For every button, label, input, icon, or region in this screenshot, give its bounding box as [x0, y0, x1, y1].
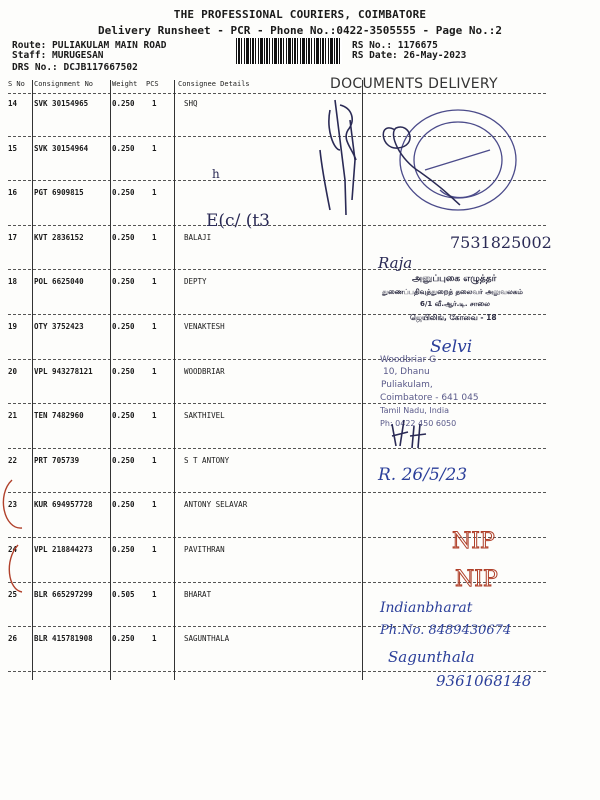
row25-signature: Indianbharat: [380, 600, 473, 616]
stamp-row20-line1: Woodbriar G: [380, 355, 437, 365]
column-weight: Weight: [112, 80, 138, 88]
drs-number: DRS No.: DCJB117667502: [12, 62, 138, 73]
row-sno: 18: [8, 277, 18, 287]
row-sno: 21: [8, 411, 18, 421]
row-rule: [8, 448, 546, 449]
row22-signature: R. 26/5/23: [378, 465, 468, 485]
row-pcs: 1: [152, 545, 157, 554]
row-consignment: OTY 3752423: [34, 322, 84, 331]
table-row: [8, 367, 548, 381]
row17-phone: 7531825002: [450, 233, 552, 252]
row26-signature: Sagunthala: [388, 648, 475, 666]
row-consignee: VENAKTESH: [184, 322, 225, 331]
column-sno: S No: [8, 80, 25, 88]
row-consignment: TEN 7482960: [34, 411, 84, 421]
row-rule: [8, 180, 546, 181]
row24-nip-mark-2: NIP: [455, 567, 498, 592]
red-margin-mark-icon: [3, 480, 22, 592]
row-consignee: SAKTHIVEL: [184, 411, 225, 421]
row-sno: 15: [8, 143, 18, 153]
row-weight: 0.505: [112, 589, 135, 599]
documents-delivery-label: DOCUMENTS DELIVERY: [330, 76, 498, 92]
row-consignment: KVT 2836152: [34, 232, 84, 242]
table-row: [8, 322, 548, 336]
row-consignment: PGT 6909815: [34, 188, 84, 198]
row-consignee: DEPTY: [184, 277, 207, 287]
staff-label: Staff: MURUGESAN: [12, 50, 104, 61]
row-pcs: 1: [152, 322, 157, 331]
row-pcs: 1: [152, 411, 157, 421]
stamp-row20-line5: Tamil Nadu, India: [380, 406, 449, 415]
row-pcs: 1: [152, 143, 157, 153]
page-title: THE PROFESSIONAL COURIERS, COIMBATORE: [173, 8, 427, 21]
row-consignment: KUR 694957728: [34, 500, 93, 510]
row-sno: 17: [8, 232, 18, 242]
row-pcs: 1: [152, 188, 157, 198]
row-pcs: 1: [152, 99, 157, 108]
row-weight: 0.250: [112, 634, 135, 644]
stamp-row18-line3: 6/1 வீ.ஆர்.டி. சாலை: [420, 300, 490, 308]
row-sno: 26: [8, 634, 18, 644]
barcode: [236, 38, 342, 64]
table-row: [8, 144, 548, 158]
stamp-row20-line2: 10, Dhanu: [383, 367, 430, 377]
table-row: [8, 634, 548, 648]
row-pcs: 1: [152, 232, 157, 242]
row-sno: 14: [8, 99, 18, 108]
row-sno: 19: [8, 322, 18, 331]
row-pcs: 1: [152, 589, 157, 599]
row-pcs: 1: [152, 366, 157, 376]
row-sno: 22: [8, 455, 18, 465]
row16-note-small: h: [212, 167, 220, 181]
stamp-row18-line2: துணைப்பதிவுத்துறைத் தலைவர் அலுவலகம்: [382, 288, 523, 296]
row-sno: 20: [8, 366, 18, 376]
row-consignee: S T ANTONY: [184, 455, 230, 465]
row-consignment: POL 6625040: [34, 277, 84, 287]
row-weight: 0.250: [112, 188, 135, 198]
row-weight: 0.250: [112, 277, 135, 287]
row-rule: [8, 269, 546, 270]
row-consignment: BLR 665297299: [34, 589, 93, 599]
rs-number: RS No.: 1176675: [352, 40, 438, 51]
row-pcs: 1: [152, 500, 157, 510]
row26-phone: 9361068148: [436, 672, 532, 690]
rs-date: RS Date: 26-May-2023: [352, 50, 467, 61]
row-pcs: 1: [152, 455, 157, 465]
row-weight: 0.250: [112, 411, 135, 421]
row25-phone: Ph.No. 8489430674: [380, 623, 512, 638]
row-sno: 23: [8, 500, 18, 510]
stamp-row18-line1: அனுப்புகை எழுத்தர்: [412, 274, 497, 284]
row-rule: [8, 582, 546, 583]
row-consignee: SHQ: [184, 99, 198, 108]
row-rule: [8, 136, 546, 137]
stamp-row20-line4: Coimbatore - 641 045: [380, 393, 479, 403]
row-consignee: PAVITHRAN: [184, 545, 225, 554]
row-weight: 0.250: [112, 143, 135, 153]
row-sno: 24: [8, 545, 18, 554]
row-consignee: BHARAT: [184, 589, 212, 599]
row-weight: 0.250: [112, 545, 135, 554]
row18-signature: Raja: [378, 254, 413, 272]
row24-nip-mark: NIP: [452, 529, 495, 554]
table-row: [8, 99, 548, 113]
row-consignee: SAGUNTHALA: [184, 634, 230, 644]
row-rule: [8, 671, 546, 672]
row-consignment: VPL 218844273: [34, 545, 93, 554]
row-rule: [8, 359, 546, 360]
table-row: [8, 277, 548, 291]
row-consignee: WOODBRIAR: [184, 366, 225, 376]
table-row: [8, 500, 548, 514]
row16-note: E(c/ (t3: [206, 211, 270, 231]
table-row: [8, 456, 548, 470]
row-rule: [8, 626, 546, 627]
row-consignment: VPL 943278121: [34, 366, 93, 376]
column-consignment: Consignment No: [34, 80, 94, 88]
column-consignee: Consignee Details: [178, 80, 250, 88]
table-row: [8, 590, 548, 604]
stamp-row20-line3: Puliakulam,: [381, 380, 433, 390]
row-consignee: BALAJI: [184, 232, 212, 242]
page-subtitle: Delivery Runsheet - PCR - Phone No.:0422-3505555 - Page No.:2: [98, 24, 502, 37]
row-consignment: BLR 415781908: [34, 634, 93, 644]
row-weight: 0.250: [112, 99, 135, 108]
row-sno: 25: [8, 589, 18, 599]
row-rule: [8, 537, 546, 538]
table-row: [8, 233, 548, 247]
row-rule: [8, 314, 546, 315]
row-consignment: SVK 30154965: [34, 99, 89, 108]
table-row: [8, 545, 548, 559]
column-pcs: PCS: [146, 80, 159, 88]
row-rule: [8, 492, 546, 493]
row19-signature: Selvi: [430, 337, 473, 357]
row-pcs: 1: [152, 277, 157, 287]
row-weight: 0.250: [112, 500, 135, 510]
row-rule: [8, 225, 546, 226]
table-row: [8, 411, 548, 425]
stamp-row20-line6: Ph: 0422 450 6050: [380, 419, 457, 428]
route-label: Route: PULIAKULAM MAIN ROAD: [12, 40, 167, 51]
row-weight: 0.250: [112, 455, 135, 465]
row-weight: 0.250: [112, 322, 135, 331]
row-rule: [8, 403, 546, 404]
row-weight: 0.250: [112, 366, 135, 376]
row-consignment: SVK 30154964: [34, 143, 89, 153]
stamp-row18-line4: ஜெயிலிங், கோவை - 18: [410, 313, 497, 322]
row-weight: 0.250: [112, 232, 135, 242]
row-consignee: ANTONY SELAVAR: [184, 500, 248, 510]
table-row: [8, 188, 548, 202]
row-sno: 16: [8, 188, 18, 198]
row-consignment: PRT 705739: [34, 455, 80, 465]
header-rule: [8, 93, 546, 94]
row-pcs: 1: [152, 634, 157, 644]
